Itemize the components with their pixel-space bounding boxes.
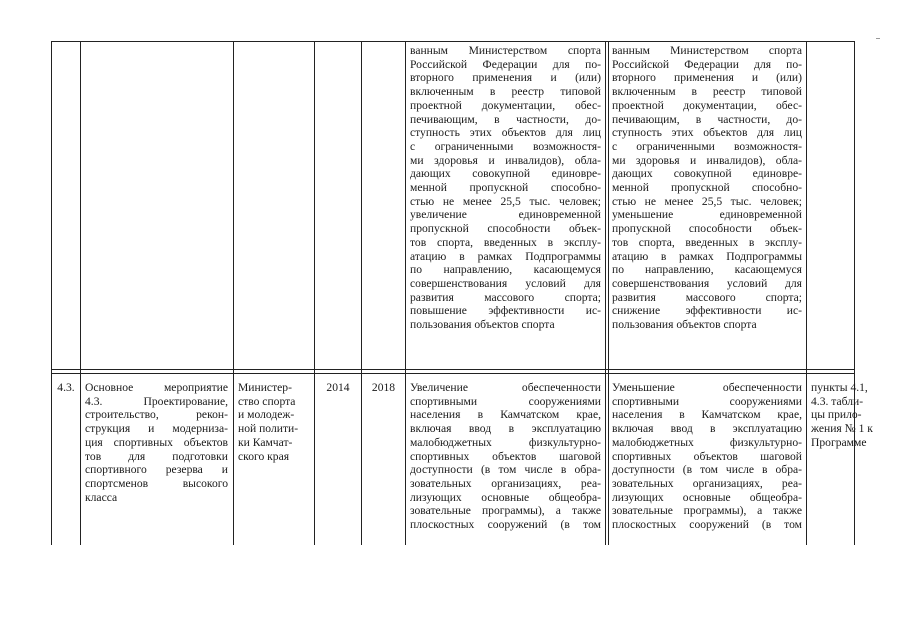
text-line: малобюджетных физкультурно-: [612, 435, 802, 449]
top-row-consequence: [612, 44, 802, 332]
text-line: ского края: [238, 449, 290, 463]
text-line: менной пропускной способно-: [410, 181, 601, 195]
text-line: уменьшение единовременной: [612, 208, 802, 222]
text-line: Программе: [811, 435, 867, 449]
text-line: Российской Федерации для по-: [410, 57, 601, 71]
text-line: менной пропускной способно-: [612, 181, 802, 195]
table-border: [405, 41, 406, 545]
table-border: [80, 41, 81, 545]
text-line: лизующих основные общеобра-: [410, 490, 601, 504]
text-line: цы прило-: [811, 408, 862, 422]
text-line: ной полити-: [238, 422, 299, 436]
text-line: плоскостных сооружений (в том: [612, 518, 802, 532]
text-line: ми здоровья и инвалидов), обла-: [410, 153, 601, 167]
text-line: класса: [85, 490, 118, 504]
text-line: ванным Министерством спорта: [410, 44, 601, 57]
text-line: ступность этих объектов для лиц: [612, 126, 802, 140]
text-line: повышение эффективности ис-: [410, 304, 601, 318]
text-line: Российской Федерации для по-: [612, 57, 802, 71]
text-line: ми здоровья и инвалидов), обла-: [612, 153, 802, 167]
table-border: [854, 41, 855, 545]
text-line: пользования объектов спорта: [410, 318, 555, 332]
end-year: 2018: [371, 381, 396, 394]
text-line: спортивного резерва и: [85, 463, 228, 477]
table-border: [806, 41, 807, 545]
text-line: Основное мероприятие: [85, 381, 228, 394]
text-line: пункты 4.1,: [811, 381, 868, 394]
text-line: атацию в рамках Подпрограммы: [410, 249, 601, 263]
text-line: пользования объектов спорта: [612, 318, 757, 332]
text-line: совершенствования условий для: [612, 276, 802, 290]
text-line: жения № 1 к: [811, 422, 873, 436]
text-line: печивающим, в частности, до-: [612, 112, 802, 126]
text-line: зовательные программы), а также: [612, 504, 802, 518]
text-line: вторного применения и (или): [612, 71, 802, 85]
text-line: тов спорта, введенных в эксплу-: [410, 235, 601, 249]
table-border: [361, 41, 362, 545]
text-line: доступности (в том числе в обра-: [612, 463, 802, 477]
scan-mark: [876, 38, 880, 39]
text-line: ванным Министерством спорта: [612, 44, 802, 57]
text-line: спортсменов высокого: [85, 476, 228, 490]
text-line: доступности (в том числе в обра-: [410, 463, 601, 477]
text-line: с ограниченными возможностя-: [410, 139, 601, 153]
text-line: с ограниченными возможностя-: [612, 139, 802, 153]
top-row-expected-result: [410, 44, 601, 332]
table-border: [51, 41, 854, 42]
text-line: зовательных организациях, реа-: [612, 476, 802, 490]
text-line: спортивных объектов шаговой: [410, 449, 601, 463]
text-line: проектной документации, обес-: [410, 98, 601, 112]
text-line: совершенствования условий для: [410, 276, 601, 290]
text-line: включая ввод в эксплуатацию: [410, 422, 601, 436]
text-line: ки Камчат-: [238, 435, 293, 449]
text-line: и молодеж-: [238, 408, 295, 422]
text-line: снижение эффективности ис-: [612, 304, 802, 318]
row-number: 4.3.: [57, 381, 75, 394]
text-line: ступность этих объектов для лиц: [410, 126, 601, 140]
text-line: Министер-: [238, 381, 292, 394]
text-line: развития массового спорта;: [612, 290, 802, 304]
text-line: спортивных объектов шаговой: [612, 449, 802, 463]
table-border: [605, 41, 606, 545]
text-line: дающих совокупной единовре-: [612, 167, 802, 181]
text-line: лизующих основные общеобра-: [612, 490, 802, 504]
text-line: проектной документации, обес-: [612, 98, 802, 112]
text-line: 4.3. Проектирование,: [85, 394, 228, 408]
text-line: тов спорта, введенных в эксплу-: [612, 235, 802, 249]
text-line: включая ввод в эксплуатацию: [612, 422, 802, 436]
text-line: пропускной способности объек-: [612, 222, 802, 236]
start-year: 2014: [326, 381, 350, 394]
event-description: [85, 381, 228, 504]
text-line: включенным в реестр типовой: [612, 85, 802, 99]
text-line: по направлению, касающемуся: [410, 263, 601, 277]
text-line: строительство, рекон-: [85, 408, 228, 422]
text-line: Увеличение обеспеченности: [410, 381, 601, 394]
responsible-executor: [238, 381, 312, 463]
related-indicators: [811, 381, 873, 450]
table-border: [51, 369, 854, 370]
text-line: зовательные программы), а также: [410, 504, 601, 518]
text-line: стью не менее 25,5 тыс. человек;: [410, 194, 601, 208]
text-line: зовательных организациях, реа-: [410, 476, 601, 490]
text-line: ция спортивных объектов: [85, 435, 228, 449]
text-line: плоскостных сооружений (в том: [410, 518, 601, 532]
text-line: спортивными сооружениями: [410, 394, 601, 408]
text-line: дающих совокупной единовре-: [410, 167, 601, 181]
text-line: Уменьшение обеспеченности: [612, 381, 802, 394]
text-line: малобюджетных физкультурно-: [410, 435, 601, 449]
text-line: включенным в реестр типовой: [410, 85, 601, 99]
text-line: тов для подготовки: [85, 449, 228, 463]
expected-result: [410, 381, 601, 532]
consequence-of-non-implementation: [612, 381, 802, 532]
table-border: [608, 41, 609, 545]
text-line: пропускной способности объек-: [410, 222, 601, 236]
text-line: струкция и модерниза-: [85, 422, 228, 436]
table-border: [51, 41, 52, 545]
text-line: населения в Камчатском крае,: [612, 408, 802, 422]
text-line: населения в Камчатском крае,: [410, 408, 601, 422]
text-line: вторного применения и (или): [410, 71, 601, 85]
table-border: [233, 41, 234, 545]
text-line: стью не менее 25,5 тыс. человек;: [612, 194, 802, 208]
text-line: ство спорта: [238, 394, 296, 408]
text-line: увеличение единовременной: [410, 208, 601, 222]
text-line: атацию в рамках Подпрограммы: [612, 249, 802, 263]
table-border: [51, 373, 854, 374]
text-line: 4.3. табли-: [811, 394, 864, 408]
text-line: по направлению, касающемуся: [612, 263, 802, 277]
text-line: печивающим, в частности, до-: [410, 112, 601, 126]
text-line: спортивными сооружениями: [612, 394, 802, 408]
text-line: развития массового спорта;: [410, 290, 601, 304]
table-border: [314, 41, 315, 545]
